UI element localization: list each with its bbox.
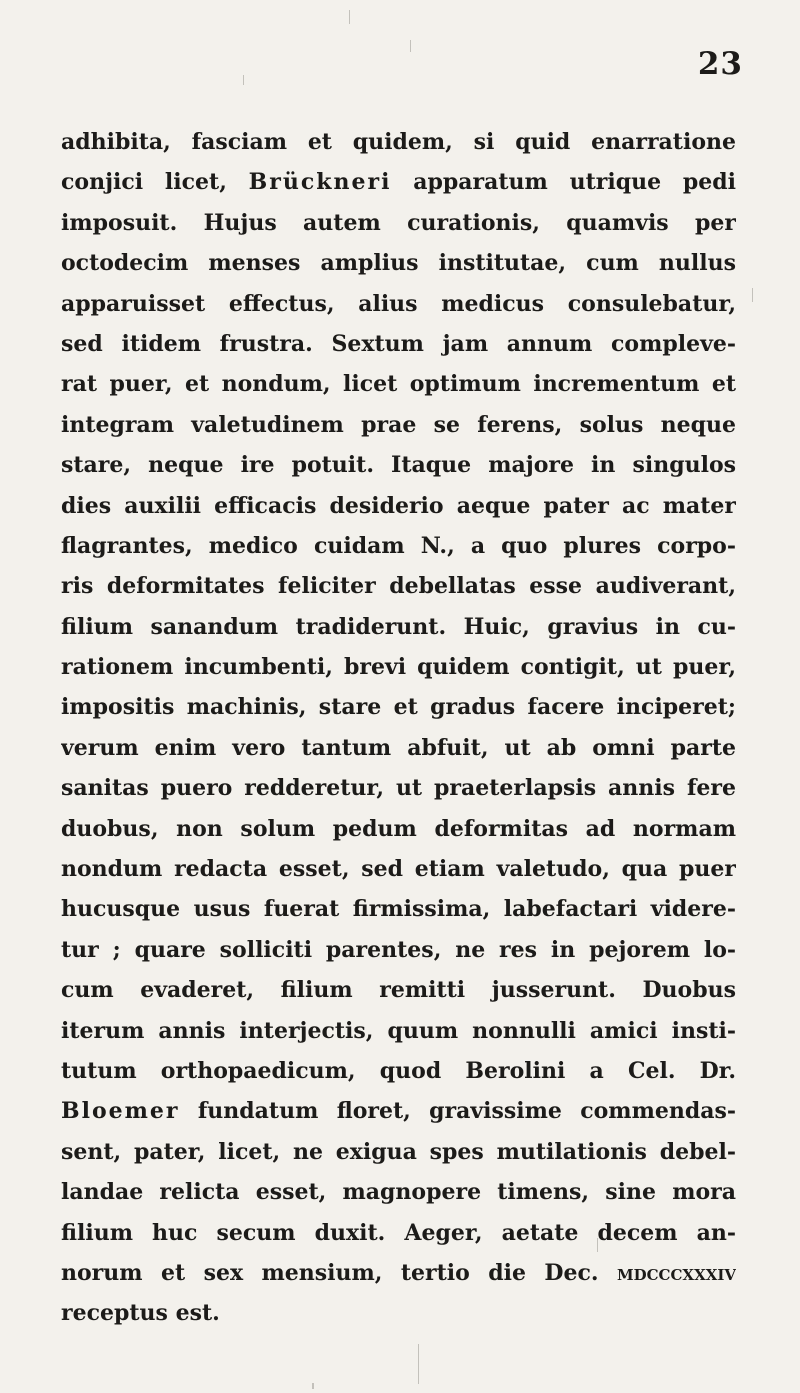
- text-line: nondum redacta esset, sed etiam valetudo, qua puer: [61, 856, 736, 883]
- text-line: verum enim vero tantum abfuit, ut ab omni parte: [61, 734, 736, 761]
- text-line: landae relicta esset, magnopere timens, sine mora: [61, 1179, 736, 1206]
- text-line: [61, 1253, 736, 1293]
- text-line: iterum annis interjectis, quum nonnulli amici insti-: [61, 1017, 736, 1044]
- text-line: adhibita, fasciam et quidem, si quid enarratione: [61, 129, 736, 155]
- text-segment: norum et sex mensium, tertio die Dec.: [61, 1259, 617, 1286]
- text-line: stare, neque ire potuit. Itaque majore in singulos: [61, 452, 736, 479]
- text-line: impositis machinis, stare et gradus facere inciperet;: [61, 694, 736, 721]
- page-number: 23: [697, 46, 743, 82]
- roman-date-numeral: mdcccxxxiv: [617, 1259, 736, 1286]
- text-line: [61, 162, 736, 202]
- text-line: dies auxilii efficacis desiderio aeque pater ac mater: [61, 492, 736, 519]
- text-line: cum evaderet, filium remitti jusserunt. Duobus: [61, 977, 736, 1004]
- text-line: filium huc secum duxit. Aeger, aetate decem an-: [61, 1219, 736, 1246]
- text-line: filium sanandum tradiderunt. Huic, gravius in cu-: [61, 613, 736, 640]
- text-line: sanitas puero redderetur, ut praeterlapsis annis fere: [61, 775, 736, 802]
- text-line: rat puer, et nondum, licet optimum incrementum et: [61, 371, 736, 398]
- text-line: apparuisset effectus, alius medicus consulebatur,: [61, 290, 736, 317]
- text-line: tur ; quare solliciti parentes, ne res in pejorem lo-: [61, 936, 736, 963]
- text-line: hucusque usus fuerat firmissima, labefactari videre-: [61, 896, 736, 923]
- author-name-bloemer: Bloemer: [61, 1098, 180, 1125]
- text-line: tutum orthopaedicum, quod Berolini a Cel. Dr.: [61, 1057, 736, 1084]
- text-line: duobus, non solum pedum deformitas ad normam: [61, 815, 736, 842]
- text-line: imposuit. Hujus autem curationis, quamvis per: [61, 209, 736, 236]
- text-line: flagrantes, medico cuidam N., a quo plures corpo-: [61, 532, 736, 559]
- text-line: octodecim menses amplius institutae, cum nullus: [61, 250, 736, 277]
- text-line: sed itidem frustra. Sextum jam annum compleve-: [61, 330, 736, 357]
- text-segment: conjici licet,: [61, 169, 249, 196]
- text-line: receptus est.: [61, 1300, 220, 1327]
- text-line: ris deformitates feliciter debellatas esse audiverant,: [61, 573, 736, 600]
- text-line: sent, pater, licet, ne exigua spes mutilationis debel-: [61, 1138, 736, 1165]
- text-segment: apparatum utrique pedi: [391, 169, 736, 196]
- text-line: [61, 1091, 736, 1131]
- author-name-brueckner: Brückneri: [248, 169, 392, 196]
- text-line: integram valetudinem prae se ferens, solus neque: [61, 411, 736, 438]
- text-line: rationem incumbenti, brevi quidem contigit, ut puer,: [61, 654, 736, 681]
- body-text: [61, 122, 736, 1334]
- text-segment: fundatum floret, gravissime commendas-: [179, 1098, 736, 1125]
